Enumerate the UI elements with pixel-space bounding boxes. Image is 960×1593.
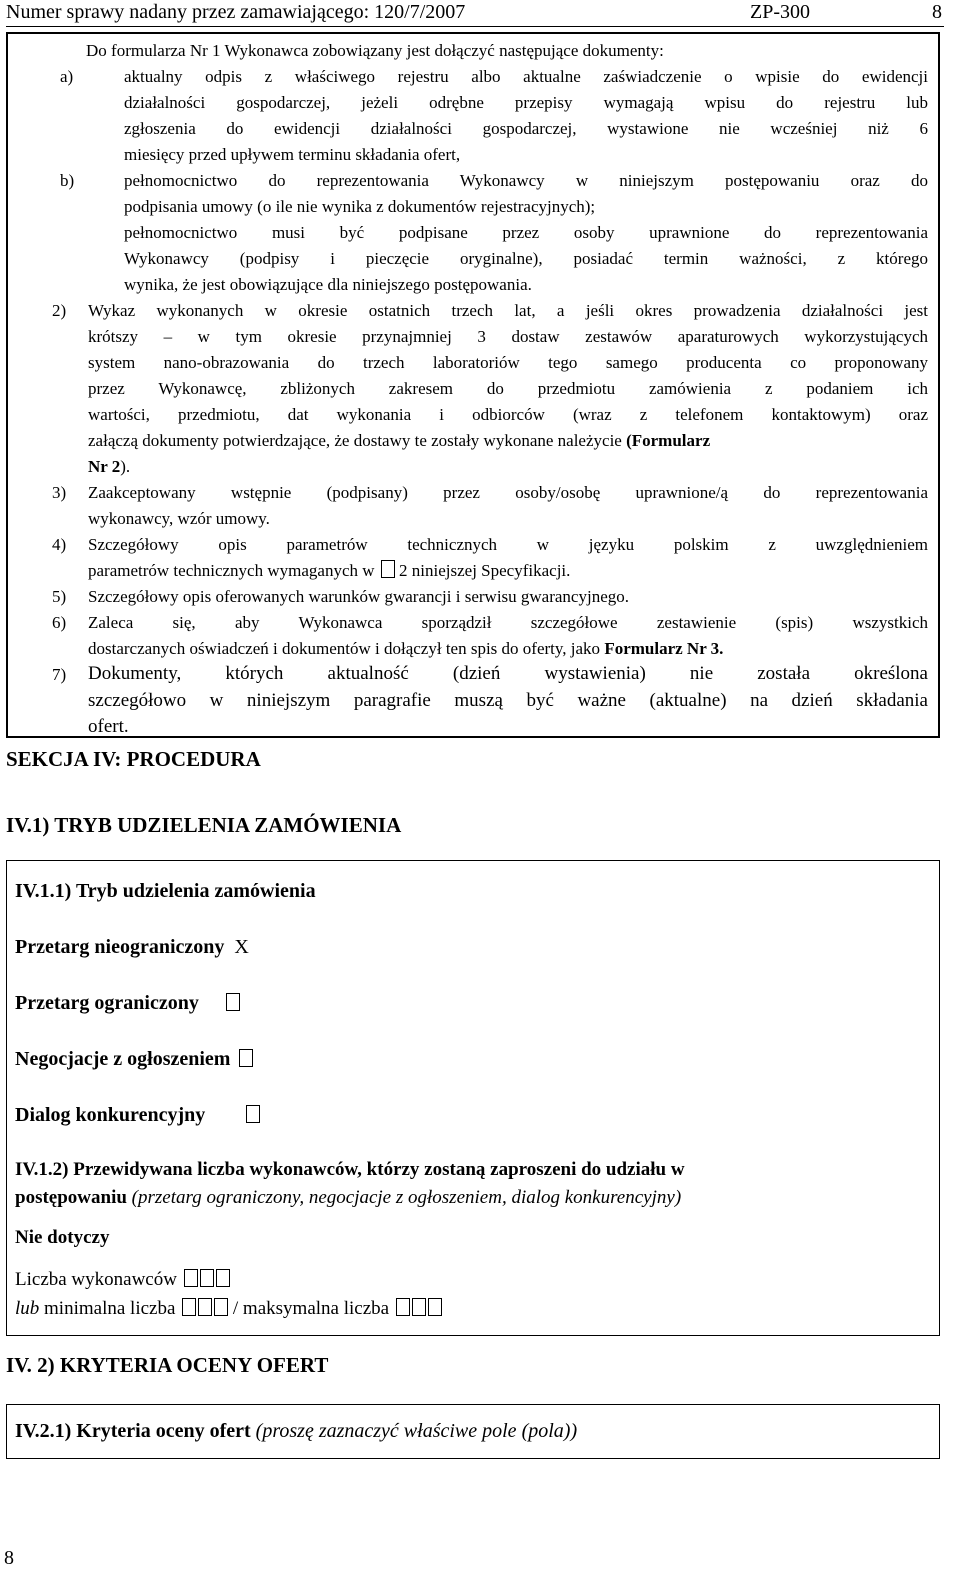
iv1-heading: IV.1) TRYB UDZIELENIA ZAMÓWIENIA [6, 813, 402, 837]
item-7-line: ofert. [88, 716, 129, 737]
count-box[interactable] [216, 1269, 230, 1287]
checkbox-empty[interactable] [239, 1049, 253, 1067]
iv21-heading-italic [256, 1420, 577, 1442]
item-6-line [88, 638, 723, 660]
iv12-heading-italic: (przetarg ograniczony, negocjacje z ogłoszeniem, dialog konkurencyjny) [131, 1187, 682, 1208]
min-box[interactable] [182, 1298, 196, 1316]
item-a-label: a) [60, 67, 74, 86]
min-label: minimalna liczba [44, 1298, 176, 1319]
option-label: Przetarg nieograniczony [15, 936, 225, 958]
count-box[interactable] [184, 1269, 198, 1287]
iv12-heading-bold: postępowaniu [15, 1187, 127, 1208]
iv21-heading-bold: IV.2.1) Kryteria oceny ofert [15, 1420, 251, 1442]
min-box[interactable] [214, 1298, 228, 1316]
item-2-line: przez Wykonawcę, zbliżonych zakresem do przedmiotu zamówienia z podaniem ich [88, 379, 928, 398]
iv21-heading [15, 1418, 577, 1444]
item-7-line: Dokumenty, których aktualność (dzień wystawienia) nie została określona [88, 663, 928, 684]
count-label: Liczba wykonawców [15, 1269, 177, 1290]
iv11-heading: IV.1.1) Tryb udzielenia zamówienia [15, 880, 316, 902]
form-code: ZP-300 [750, 1, 810, 23]
item-6-text: dostarczanych oświadczeń i dokumentów i dołączył ten spis do oferty, jako [88, 639, 601, 658]
item-2-line: krótszy – w tym okresie przynajmniej 3 dostaw zestawów aparaturowych wykorzystujących [88, 327, 928, 346]
max-box[interactable] [396, 1298, 410, 1316]
item-b-line: Wykonawcy (podpisy i pieczęcie oryginalne), posiadać termin ważności, z którego [124, 249, 928, 268]
paragraph-symbol-box [381, 560, 395, 578]
item-a-line: miesięcy przed upływem terminu składania ofert, [124, 145, 461, 164]
iv2-heading: IV. 2) KRYTERIA OCENY OFERT [6, 1353, 329, 1377]
count-box[interactable] [200, 1269, 214, 1287]
footer-page-number: 8 [4, 1547, 14, 1569]
item-7-label: 7) [52, 665, 67, 684]
item-2-line: wartości, przedmiotu, dat wykonania i odbiorców (wraz z telefonem kontaktowym) oraz [88, 405, 928, 424]
item-6-label: 6) [52, 613, 67, 632]
iv12-heading-line2 [15, 1185, 681, 1211]
checkbox-empty[interactable] [226, 993, 240, 1011]
iv12-heading: IV.1.2) Przewidywana liczba wykonawców, którzy zostaną zaproszeni do udziału w [15, 1159, 685, 1180]
item-4-label: 4) [52, 535, 67, 554]
or-label: lub [15, 1298, 40, 1319]
item-7-line: szczegółowo w niniejszym paragrafie muszą być ważne (aktualne) na dzień składania [88, 690, 928, 711]
item-b-line: wynika, że jest obowiązujące dla niniejszego postępowania. [124, 275, 532, 294]
item-a-line: aktualny odpis z właściwego rejestru albo aktualne zaświadczenie o wpisie do ewidencji [124, 67, 928, 86]
item-2-line-text: załączą dokumenty potwierdzające, że dostawy te zostały wykonane należycie [88, 431, 622, 450]
item-3-label: 3) [52, 483, 67, 502]
option-label: Przetarg ograniczony [15, 992, 199, 1014]
item-6-line: Zaleca się, aby Wykonawca sporządził szczegółowe zestawienie (spis) wszystkich [88, 613, 928, 632]
item-b-line: podpisania umowy (o ile nie wynika z dokumentów rejestracyjnych); [124, 197, 596, 216]
item-2-line: system nano-obrazowania do trzech laboratoriów tego samego producenta co proponowany [88, 353, 928, 372]
form-2-ref-suffix: ). [120, 457, 131, 476]
iv21-italic-text: (proszę zaznaczyć właściwe pole [255, 1420, 517, 1442]
item-2-label: 2) [52, 301, 67, 320]
option-label: Negocjacje z ogłoszeniem [15, 1048, 231, 1070]
item-3-line: wykonawcy, wzór umowy. [88, 509, 270, 528]
option-negocjacje[interactable] [15, 1046, 253, 1072]
max-box[interactable] [428, 1298, 442, 1316]
not-applicable: Nie dotyczy [15, 1227, 110, 1248]
iv21-paren: ( [521, 1420, 529, 1442]
count-row [15, 1267, 230, 1293]
documents-intro: Do formularza Nr 1 Wykonawca zobowiązany jest dołączyć następujące dokumenty: [86, 41, 664, 60]
option-label: Dialog konkurencyjny [15, 1104, 206, 1126]
option-przetarg-ograniczony[interactable] [15, 990, 240, 1016]
max-label: / maksymalna liczba [232, 1298, 390, 1319]
form-2-ref-end: Nr 2 [88, 457, 121, 476]
iv21-paren-close: )) [563, 1420, 578, 1442]
checkbox-empty[interactable] [246, 1105, 260, 1123]
min-box[interactable] [198, 1298, 212, 1316]
procedure-box [6, 860, 940, 1336]
item-5-label: 5) [52, 587, 67, 606]
item-4-line: Szczegółowy opis parametrów technicznych w języku polskim z uwzględnieniem [88, 535, 928, 554]
item-a-line: zgłoszenia do ewidencji działalności gospodarczej, wystawione nie wcześniej niż 6 [124, 119, 928, 138]
item-4-line [88, 560, 570, 582]
item-3-line: Zaakceptowany wstępnie (podpisany) przez osoby/osobę uprawnione/ą do reprezentowania [88, 483, 928, 502]
max-box[interactable] [412, 1298, 426, 1316]
min-max-row [15, 1296, 442, 1322]
form-2-ref: (Formularz [626, 431, 711, 450]
item-b-label: b) [60, 171, 75, 190]
item-5-line: Szczegółowy opis oferowanych warunków gwarancji i serwisu gwarancyjnego. [88, 587, 629, 606]
section-title: SEKCJA IV: PROCEDURA [6, 747, 261, 771]
case-number: Numer sprawy nadany przez zamawiającego: 120/7/2007 [6, 1, 466, 23]
item-4-text-end: 2 niniejszej Specyfikacji. [399, 561, 571, 580]
option-mark: X [234, 936, 249, 958]
option-dialog[interactable] [15, 1102, 260, 1128]
page-header [6, 0, 944, 27]
item-b-line: pełnomocnictwo do reprezentowania Wykonawcy w niniejszym postępowaniu oraz do [124, 171, 928, 190]
header-page-number: 8 [932, 1, 942, 23]
item-2-line: Wykaz wykonanych w okresie ostatnich trzech lat, a jeśli okres prowadzenia działalności jest [88, 301, 928, 320]
option-przetarg-nieograniczony[interactable] [15, 934, 249, 960]
iv21-italic-text-2: pola [528, 1420, 564, 1442]
item-4-text: parametrów technicznych wymaganych w [88, 561, 375, 580]
item-2-line [88, 456, 130, 478]
item-b-line: pełnomocnictwo musi być podpisane przez osoby uprawnione do reprezentowania [124, 223, 928, 242]
item-2-line [88, 430, 710, 452]
form-3-ref: Formularz Nr 3. [604, 639, 724, 658]
item-a-line: działalności gospodarczej, jeżeli odrębne przepisy wymagają wpisu do rejestru lub [124, 93, 928, 112]
